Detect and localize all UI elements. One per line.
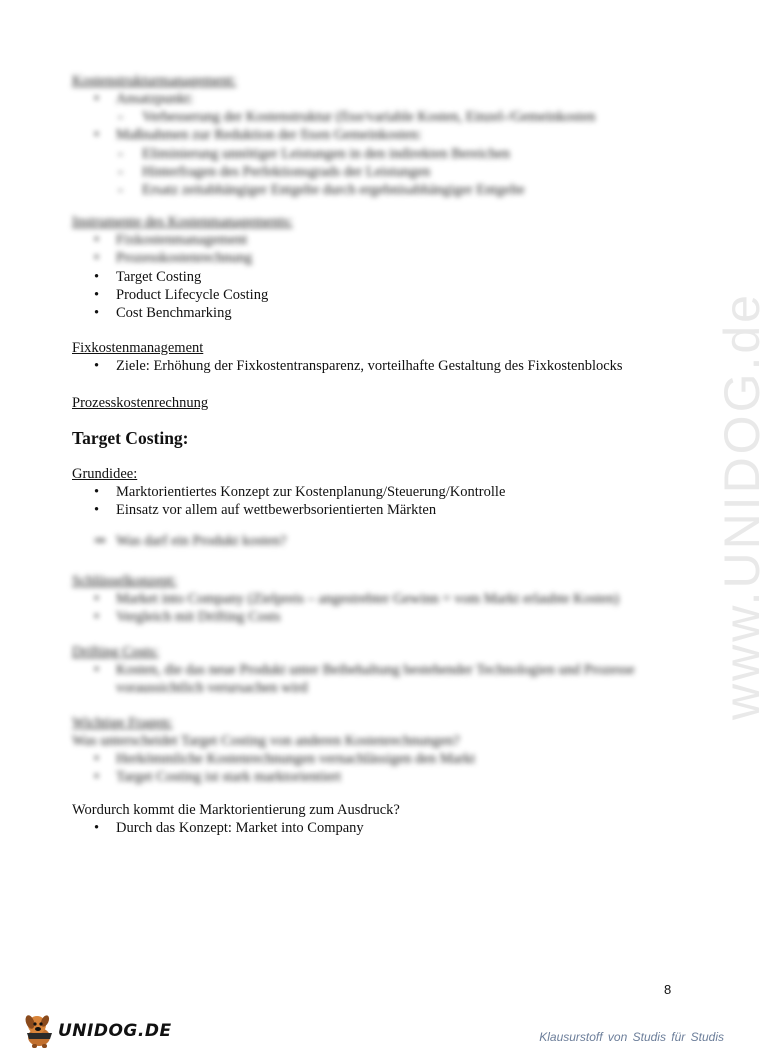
list-item: • Product Lifecycle Costing <box>72 286 682 304</box>
section-target-title <box>72 427 682 449</box>
section-fixkosten <box>72 339 682 375</box>
sub-list <box>72 108 682 126</box>
list-item <box>72 90 682 126</box>
section-heading: Kostenstrukturmanagement: <box>72 73 237 89</box>
arrow-icon: ⇒ <box>94 532 107 549</box>
watermark: www.UNIDOG.de <box>714 292 770 720</box>
section-prozess <box>72 394 682 412</box>
bullet-list <box>72 590 682 627</box>
list-item: • Herkömmliche Kostenrechnungen vernachlässigen den Markt <box>72 750 682 768</box>
bullet-list <box>72 483 682 520</box>
logo-text: UNIDOG.DE <box>58 1021 172 1041</box>
arrow-text: Was darf ein Produkt kosten? <box>116 532 287 549</box>
section-heading: Fixkostenmanagement <box>72 340 204 356</box>
section-instrumente <box>72 213 682 322</box>
question-text: Wordurch kommt die Marktorientierung zum Ausdruck? <box>72 801 400 818</box>
section-grundidee <box>72 465 682 550</box>
page-title: Target Costing: <box>72 428 189 448</box>
sub-list-item: - Hinterfragen des Perfektionsgrads der Leistungen <box>72 163 682 181</box>
list-item-text: Ansatzpunkt: <box>116 91 194 107</box>
question-text: Was unterscheidet Target Costing von anderen Kostenrechnungen? <box>72 733 460 749</box>
list-item: • Fixkostenmanagement <box>72 231 682 249</box>
section-kostenstruktur <box>72 72 682 199</box>
sub-list <box>72 145 682 199</box>
list-item: • Marktorientiertes Konzept zur Kostenplanung/Steuerung/Kontrolle <box>72 483 682 501</box>
list-item: • Kosten, die das neue Produkt unter Beibehaltung bestehender Technologien und Prozesse voraussichtlich verursachen wird <box>72 661 682 698</box>
list-item: • Einsatz vor allem auf wettbewerbsorientierten Märkten <box>72 501 682 519</box>
section-heading: Grundidee: <box>72 466 138 482</box>
list-item: • Durch das Konzept: Market into Company <box>72 819 682 837</box>
list-item: • Ziele: Erhöhung der Fixkostentransparenz, vorteilhafte Gestaltung des Fixkostenblocks <box>72 357 682 375</box>
bullet-list <box>72 357 682 375</box>
list-item-text: Maßnahmen zur Reduktion der fixen Gemeinkosten: <box>116 127 422 144</box>
sub-list-item: - Ersatz zeitabhängiger Entgelte durch ergebnisabhängiger Entgelte <box>72 181 682 199</box>
section-schluesselkonzept <box>72 572 682 627</box>
list-item: • Market into Company (Zielpreis – angestrebter Gewinn = vom Markt erlaubte Kosten) <box>72 590 682 608</box>
dog-mascot-icon <box>22 1013 62 1049</box>
sub-list-item: - Verbesserung der Kostenstruktur (fixe/variable Kosten, Einzel-/Gemeinkosten <box>72 108 682 126</box>
section-heading: Prozesskostenrechnung <box>72 395 209 411</box>
unidog-logo <box>22 1013 182 1049</box>
bullet-list <box>72 231 682 322</box>
bullet-list <box>72 750 682 787</box>
page-number: 8 <box>664 982 672 997</box>
sub-list-item: - Eliminierung unnötiger Leistungen in den indirekten Bereichen <box>72 145 682 163</box>
section-heading: Wichtige Fragen: <box>72 715 173 731</box>
section-heading: Drifting Costs: <box>72 644 159 660</box>
bullet-list <box>72 819 682 837</box>
bullet-list <box>72 661 682 698</box>
arrow-line <box>72 532 682 550</box>
list-item: • Vergleich mit Drifting Costs <box>72 608 682 626</box>
list-item: • Target Costing ist stark marktorientiert <box>72 768 682 786</box>
section-wichtige-fragen <box>72 714 682 837</box>
section-heading: Schlüsselkonzept: <box>72 573 177 589</box>
list-item: • Target Costing <box>72 268 682 286</box>
list-item <box>72 126 682 198</box>
list-item: • Cost Benchmarking <box>72 304 682 322</box>
list-item: • Prozesskostenrechnung <box>72 249 682 267</box>
footer-tagline: Klausurstoff von Studis für Studis <box>539 1030 724 1044</box>
section-heading: Instrumente des Kostenmanagements: <box>72 214 293 230</box>
section-drifting-costs <box>72 643 682 698</box>
bullet-list <box>72 90 682 199</box>
